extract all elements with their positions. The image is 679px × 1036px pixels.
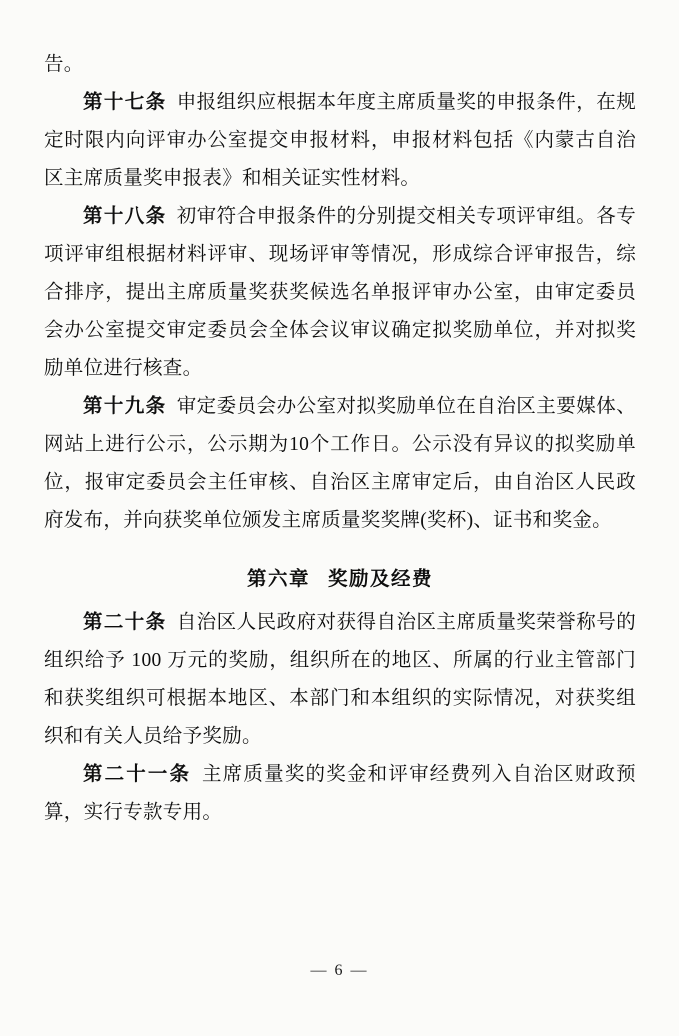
paragraph-text: 主席质量奖的奖金和评审经费列入自治区财政预算，实行专款专用。 [44, 764, 636, 823]
article-label: 第二十一条 [83, 764, 192, 785]
paragraph-text: 审定委员会办公室对拟奖励单位在自治区主要媒体、网站上进行公示，公示期为10个工作日。公示没有异议的拟奖励单位，报审定委员会主任审核、自治区主席审定后，由自治区人民政府发布，并向获奖单位颁发主席质量奖奖牌(奖杯)、证书和奖金。 [44, 396, 636, 531]
article-label: 第十七条 [83, 92, 167, 113]
chapter-number: 第六章 [246, 569, 310, 590]
paragraph-article-18 [44, 198, 636, 388]
page-number: — 6 — [310, 962, 369, 979]
article-label: 第二十条 [83, 612, 167, 633]
document-body [44, 46, 636, 832]
article-label: 第十九条 [83, 396, 167, 417]
paragraph-text: 申报组织应根据本年度主席质量奖的申报条件，在规定时限内向评审办公室提交申报材料，申报材料包括《内蒙古自治区主席质量奖申报表》和相关证实性材料。 [44, 92, 636, 189]
paragraph-article-17 [44, 84, 636, 198]
paragraph-article-21 [44, 756, 636, 832]
paragraph-text: 自治区人民政府对获得自治区主席质量奖荣誉称号的组织给予 100 万元的奖励，组织所在的地区、所属的行业主管部门和获奖组织可根据本地区、本部门和本组织的实际情况，对获奖组织和有关人员给予奖励。 [44, 612, 636, 747]
paragraph-article-20 [44, 604, 636, 756]
paragraph-text: 初审符合申报条件的分别提交相关专项评审组。各专项评审组根据材料评审、现场评审等情况，形成综合评审报告，综合排序，提出主席质量奖获奖候选名单报评审办公室，由审定委员会办公室提交审定委员会全体会议审议确定拟奖励单位，并对拟奖励单位进行核查。 [44, 206, 636, 379]
chapter-title: 奖励及经费 [328, 569, 434, 590]
paragraph-continuation [44, 46, 636, 84]
paragraph-text: 告。 [44, 54, 84, 75]
chapter-heading-6 [44, 540, 636, 604]
article-label: 第十八条 [83, 206, 167, 227]
paragraph-article-19 [44, 388, 636, 540]
